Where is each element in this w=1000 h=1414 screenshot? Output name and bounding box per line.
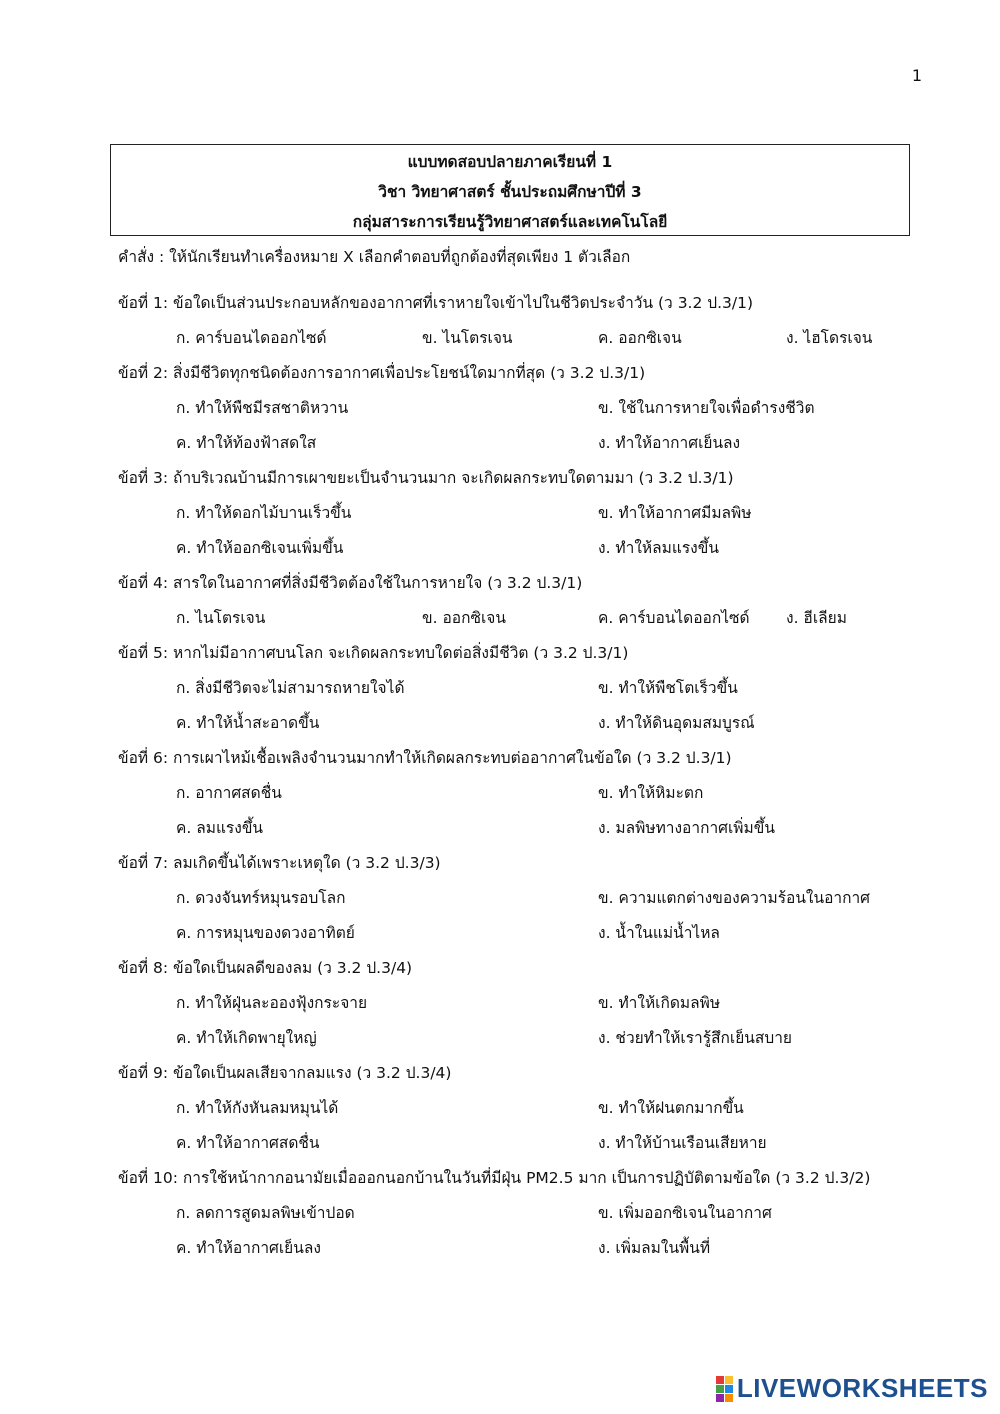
options	[176, 605, 938, 640]
question-3	[118, 465, 938, 570]
question-text: ข้อที่ 1: ข้อใดเป็นส่วนประกอบหลักของอากาศที่เราหายใจเข้าไปในชีวิตประจำวัน (ว 3.2 ป.3/1)	[118, 294, 754, 312]
option-a[interactable]: ก. ทำให้ฝุ่นละอองฟุ้งกระจาย	[176, 994, 368, 1012]
question-text: ข้อที่ 9: ข้อใดเป็นผลเสียจากลมแรง (ว 3.2 ป.3/4)	[118, 1064, 452, 1082]
options	[176, 675, 938, 745]
option-a[interactable]: ก. ลดการสูดมลพิษเข้าปอด	[176, 1204, 355, 1222]
option-a[interactable]: ก. ทำให้พืชมีรสชาติหวาน	[176, 399, 349, 417]
exam-learning-area: กลุ่มสาระการเรียนรู้วิทยาศาสตร์และเทคโนโลยี	[352, 213, 668, 231]
option-b[interactable]: ข. ใช้ในการหายใจเพื่อดำรงชีวิต	[598, 399, 815, 417]
option-a[interactable]: ก. ทำให้ดอกไม้บานเร็วขึ้น	[176, 504, 352, 522]
option-d[interactable]: ง. ทำให้อากาศเย็นลง	[598, 434, 741, 452]
option-b[interactable]: ข. ออกซิเจน	[422, 609, 506, 627]
option-a[interactable]: ก. ทำให้กังหันลมหมุนได้	[176, 1099, 339, 1117]
page-number: 1	[911, 66, 922, 85]
option-c[interactable]: ค. ลมแรงขึ้น	[176, 819, 264, 837]
option-d[interactable]: ง. ช่วยทำให้เรารู้สึกเย็นสบาย	[598, 1029, 792, 1047]
option-b[interactable]: ข. เพิ่มออกซิเจนในอากาศ	[598, 1204, 772, 1222]
question-text: ข้อที่ 8: ข้อใดเป็นผลดีของลม (ว 3.2 ป.3/4)	[118, 959, 413, 977]
question-text: ข้อที่ 3: ถ้าบริเวณบ้านมีการเผาขยะเป็นจำนวนมาก จะเกิดผลกระทบใดตามมา (ว 3.2 ป.3/1)	[118, 469, 734, 487]
question-2	[118, 360, 938, 465]
option-d[interactable]: ง. ทำให้ลมแรงขึ้น	[598, 539, 719, 557]
option-c[interactable]: ค. ทำให้ท้องฟ้าสดใส	[176, 434, 317, 452]
options	[176, 780, 938, 850]
exam-title: แบบทดสอบปลายภาคเรียนที่ 1	[407, 153, 613, 171]
logo-square	[716, 1385, 724, 1393]
question-5	[118, 640, 938, 745]
options	[176, 395, 938, 465]
logo-square	[716, 1394, 724, 1402]
question-text: ข้อที่ 6: การเผาไหม้เชื้อเพลิงจำนวนมากทำให้เกิดผลกระทบต่ออากาศในข้อใด (ว 3.2 ป.3/1)	[118, 749, 732, 767]
options	[176, 885, 938, 955]
option-b[interactable]: ข. ทำให้พืชโตเร็วขึ้น	[598, 679, 738, 697]
option-c[interactable]: ค. การหมุนของดวงอาทิตย์	[176, 924, 355, 942]
logo-square	[725, 1385, 733, 1393]
option-d[interactable]: ง. มลพิษทางอากาศเพิ่มขึ้น	[598, 819, 775, 837]
option-c[interactable]: ค. ออกซิเจน	[598, 329, 682, 347]
option-d[interactable]: ง. ทำให้บ้านเรือนเสียหาย	[598, 1134, 767, 1152]
exam-subject: วิชา วิทยาศาสตร์ ชั้นประถมศึกษาปีที่ 3	[378, 183, 642, 201]
liveworksheets-logo-icon	[716, 1376, 733, 1402]
option-b[interactable]: ข. ทำให้ฝนตกมากขึ้น	[598, 1099, 744, 1117]
option-b[interactable]: ข. ความแตกต่างของความร้อนในอากาศ	[598, 889, 871, 907]
options	[176, 325, 938, 360]
option-b[interactable]: ข. ทำให้หิมะตก	[598, 784, 704, 802]
question-8	[118, 955, 938, 1060]
option-a[interactable]: ก. สิ่งมีชีวิตจะไม่สามารถหายใจได้	[176, 679, 405, 697]
option-d[interactable]: ง. น้ำในแม่น้ำไหล	[598, 924, 720, 942]
option-d[interactable]: ง. ฮีเลียม	[786, 609, 847, 627]
question-text: ข้อที่ 5: หากไม่มีอากาศบนโลก จะเกิดผลกระทบใดต่อสิ่งมีชีวิต (ว 3.2 ป.3/1)	[118, 644, 629, 662]
question-6	[118, 745, 938, 850]
question-1	[118, 290, 938, 360]
question-text: ข้อที่ 10: การใช้หน้ากากอนามัยเมื่อออกนอกบ้านในวันที่มีฝุ่น PM2.5 มาก เป็นการปฏิบัติตามข้อใด (ว 3.2 ป.3/2)	[118, 1169, 871, 1187]
liveworksheets-logo	[716, 1373, 988, 1404]
option-b[interactable]: ข. ทำให้อากาศมีมลพิษ	[598, 504, 752, 522]
option-c[interactable]: ค. คาร์บอนไดออกไซด์	[598, 609, 750, 627]
option-c[interactable]: ค. ทำให้อากาศสดชื่น	[176, 1134, 320, 1152]
option-c[interactable]: ค. ทำให้ออกซิเจนเพิ่มขึ้น	[176, 539, 344, 557]
options	[176, 1095, 938, 1165]
option-b[interactable]: ข. ไนโตรเจน	[422, 329, 513, 347]
question-7	[118, 850, 938, 955]
logo-square	[725, 1394, 733, 1402]
question-9	[118, 1060, 938, 1165]
options	[176, 990, 938, 1060]
question-text: ข้อที่ 2: สิ่งมีชีวิตทุกชนิดต้องการอากาศเพื่อประโยชน์ใดมากที่สุด (ว 3.2 ป.3/1)	[118, 364, 646, 382]
logo-text: LIVEWORKSHEETS	[736, 1373, 988, 1403]
question-4	[118, 570, 938, 640]
options	[176, 1200, 938, 1270]
option-a[interactable]: ก. คาร์บอนไดออกไซด์	[176, 329, 327, 347]
option-d[interactable]: ง. ทำให้ดินอุดมสมบูรณ์	[598, 714, 755, 732]
question-text: ข้อที่ 4: สารใดในอากาศที่สิ่งมีชีวิตต้องใช้ในการหายใจ (ว 3.2 ป.3/1)	[118, 574, 583, 592]
logo-square	[725, 1376, 733, 1384]
option-c[interactable]: ค. ทำให้อากาศเย็นลง	[176, 1239, 321, 1257]
option-a[interactable]: ก. ไนโตรเจน	[176, 609, 266, 627]
options	[176, 500, 938, 570]
option-a[interactable]: ก. ดวงจันทร์หมุนรอบโลก	[176, 889, 346, 907]
instruction-text: คำสั่ง : ให้นักเรียนทำเครื่องหมาย X เลือกคำตอบที่ถูกต้องที่สุดเพียง 1 ตัวเลือก	[118, 248, 631, 266]
option-d[interactable]: ง. ไฮโดรเจน	[786, 329, 873, 347]
question-text: ข้อที่ 7: ลมเกิดขึ้นได้เพราะเหตุใด (ว 3.2 ป.3/3)	[118, 854, 441, 872]
logo-square	[716, 1376, 724, 1384]
option-c[interactable]: ค. ทำให้น้ำสะอาดขึ้น	[176, 714, 320, 732]
option-b[interactable]: ข. ทำให้เกิดมลพิษ	[598, 994, 721, 1012]
exam-header-box	[110, 144, 910, 236]
option-c[interactable]: ค. ทำให้เกิดพายุใหญ่	[176, 1029, 317, 1047]
option-a[interactable]: ก. อากาศสดชื่น	[176, 784, 282, 802]
question-list	[118, 290, 938, 1270]
option-d[interactable]: ง. เพิ่มลมในพื้นที่	[598, 1239, 711, 1257]
question-10	[118, 1165, 938, 1270]
